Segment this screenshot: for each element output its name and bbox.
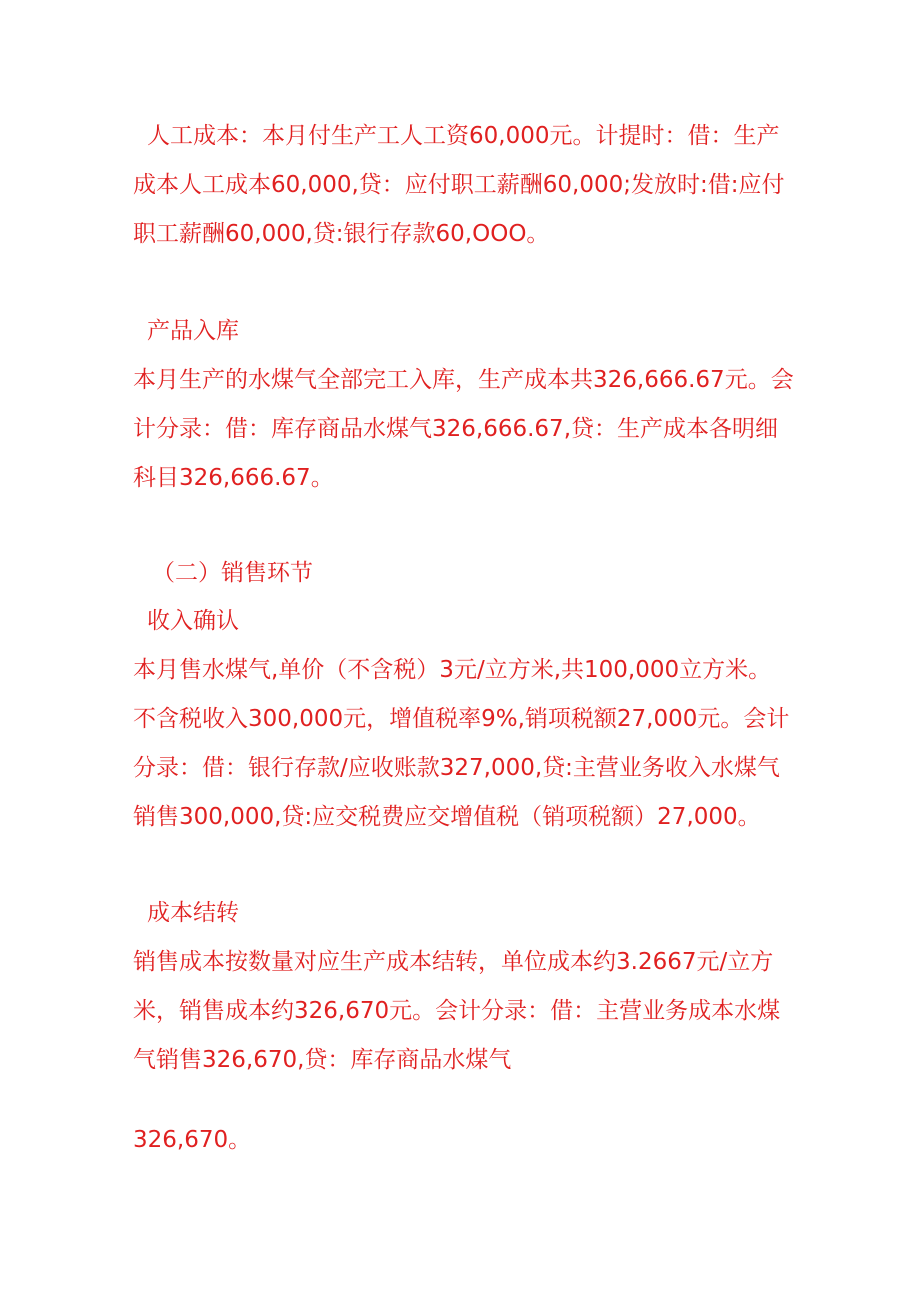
revenue-paragraph-line-4: 销售300,000,贷:应交税费应交增值税（销项税额）27,000。 xyxy=(133,804,761,830)
revenue-paragraph-line-2: 不含税收入300,000元，增值税率9%,销项税额27,000元。会计 xyxy=(133,706,790,732)
revenue-heading: 收入确认 xyxy=(147,608,239,634)
warehousing-paragraph-line-3: 科目326,666.67。 xyxy=(133,465,334,491)
cost-transfer-paragraph-line-4: 326,670。 xyxy=(133,1127,252,1153)
sales-section-title: （二）销售环节 xyxy=(152,560,313,586)
cost-transfer-paragraph-line-3: 气销售326,670,贷：库存商品水煤气 xyxy=(133,1047,512,1073)
warehousing-heading: 产品入库 xyxy=(147,318,239,344)
cost-transfer-heading: 成本结转 xyxy=(147,900,239,926)
warehousing-paragraph-line-2: 计分录：借：库存商品水煤气326,666.67,贷：生产成本各明细 xyxy=(133,416,778,442)
labor-cost-paragraph-line-3: 职工薪酬60,000,贷:银行存款60,OOO。 xyxy=(133,221,550,247)
labor-cost-paragraph-line-1: 人工成本：本月付生产工人工资60,000元。计提时：借：生产 xyxy=(147,123,780,149)
revenue-paragraph-line-3: 分录：借：银行存款/应收账款327,000,贷:主营业务收入水煤气 xyxy=(133,755,780,781)
cost-transfer-paragraph-line-2: 米，销售成本约326,670元。会计分录：借：主营业务成本水煤 xyxy=(133,998,781,1024)
cost-transfer-paragraph-line-1: 销售成本按数量对应生产成本结转，单位成本约3.2667元/立方 xyxy=(133,949,774,975)
revenue-paragraph-line-1: 本月售水煤气,单价（不含税）3元/立方米,共100,000立方米。 xyxy=(133,657,772,683)
labor-cost-paragraph-line-2: 成本人工成本60,000,贷：应付职工薪酬60,000;发放时:借:应付 xyxy=(133,172,785,198)
warehousing-paragraph-line-1: 本月生产的水煤气全部完工入库，生产成本共326,666.67元。会 xyxy=(133,367,794,393)
